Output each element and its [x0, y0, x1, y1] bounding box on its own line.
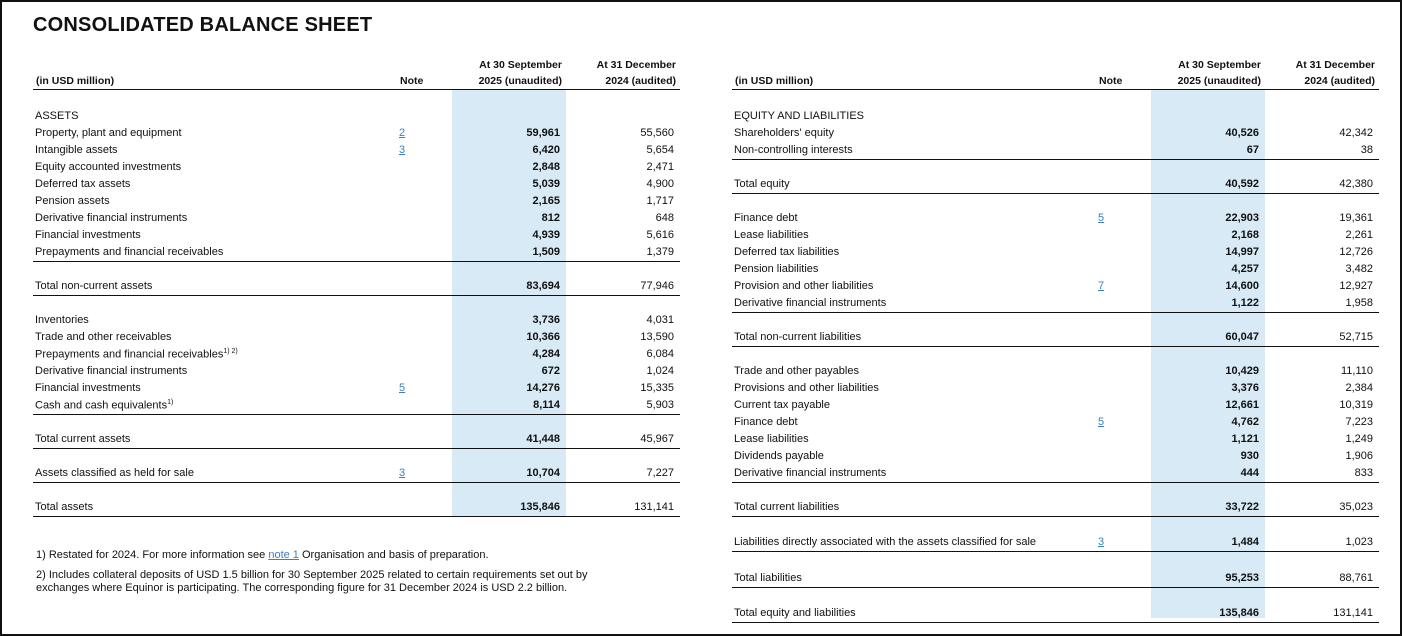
header-divider — [732, 89, 1379, 90]
table-row — [33, 227, 680, 244]
value-2025: 2,168 — [1231, 229, 1259, 241]
value-2024: 648 — [655, 212, 674, 224]
value-2024: 13,590 — [640, 331, 674, 343]
spacer-row — [33, 261, 680, 278]
row-label: Dividends payable — [734, 450, 824, 462]
value-2024: 5,654 — [646, 144, 674, 156]
table-row — [732, 397, 1379, 414]
table-row — [732, 142, 1379, 160]
value-2024: 55,560 — [640, 127, 674, 139]
row-label-wrap — [35, 348, 238, 361]
value-2024: 7,227 — [646, 467, 674, 479]
row-label: Pension assets — [35, 195, 110, 207]
table-row — [732, 227, 1379, 244]
table-row — [732, 414, 1379, 431]
value-2025: 930 — [1240, 450, 1259, 462]
row-label: Equity accounted investments — [35, 161, 182, 173]
row-label: Current tax payable — [734, 399, 830, 411]
value-2024: 15,335 — [640, 382, 674, 394]
value-2025: 5,039 — [532, 178, 560, 190]
value-2024: 88,761 — [1339, 572, 1373, 584]
value-2025: 8,114 — [533, 399, 560, 411]
row-label: Finance debt — [734, 416, 798, 428]
spacer-row — [33, 448, 680, 465]
value-2024: 42,380 — [1339, 178, 1373, 190]
table-row — [33, 125, 680, 142]
table-row — [33, 380, 680, 397]
row-label: Intangible assets — [35, 144, 118, 156]
value-2025: 2,165 — [532, 195, 560, 207]
table-row — [33, 193, 680, 210]
value-2025: 135,846 — [1219, 607, 1259, 619]
row-label: Total equity and liabilities — [734, 607, 856, 619]
table-row — [732, 448, 1379, 465]
value-2024: 4,900 — [646, 178, 674, 190]
value-2024: 1,379 — [646, 246, 674, 258]
value-2025: 12,661 — [1225, 399, 1259, 411]
row-label: Total equity — [734, 178, 790, 190]
value-2025: 95,253 — [1225, 572, 1259, 584]
row-label: Pension liabilities — [734, 263, 819, 275]
spacer-row — [33, 482, 680, 499]
row-label: Assets classified as held for sale — [35, 467, 194, 479]
col2-header-line2: 2024 (audited) — [1304, 75, 1375, 87]
note-link[interactable]: 2 — [399, 127, 406, 139]
value-2025: 14,276 — [526, 382, 560, 394]
value-2024: 1,249 — [1345, 433, 1373, 445]
spacer-row — [732, 517, 1379, 534]
table-row — [732, 210, 1379, 227]
section-heading-row — [732, 108, 1379, 125]
value-2025: 14,600 — [1225, 280, 1259, 292]
value-2025: 22,903 — [1225, 212, 1259, 224]
value-2025: 4,939 — [532, 229, 560, 241]
value-2024: 5,616 — [646, 229, 674, 241]
table-row — [732, 329, 1379, 347]
row-label: Trade and other payables — [734, 365, 859, 377]
value-2024: 1,024 — [646, 365, 674, 377]
table-row — [732, 244, 1379, 261]
row-label: Total non-current assets — [35, 280, 153, 292]
row-label: Deferred tax liabilities — [734, 246, 840, 258]
table-row — [33, 312, 680, 329]
table-row — [33, 176, 680, 193]
footnote-1-text-end: Organisation and basis of preparation. — [298, 549, 489, 561]
footnote-2-line2: exchanges where Equinor is participating. The corresponding figure for 31 December 2024 is USD 2.2 billion. — [36, 582, 568, 594]
table-row — [732, 534, 1379, 552]
row-label: Finance debt — [734, 212, 798, 224]
value-2024: 6,084 — [646, 348, 674, 360]
footnote-marker: 1) — [167, 399, 174, 406]
value-2024: 2,471 — [646, 161, 674, 173]
table-row — [732, 278, 1379, 295]
note-link[interactable]: 5 — [399, 382, 406, 394]
row-label: Shareholders' equity — [734, 127, 834, 139]
footnote-2 — [36, 569, 588, 595]
row-label: Trade and other receivables — [35, 331, 172, 343]
col1-header-line2: 2025 (unaudited) — [1177, 75, 1261, 87]
row-label: Inventories — [35, 314, 89, 326]
value-2024: 42,342 — [1339, 127, 1373, 139]
value-2025: 1,121 — [1231, 433, 1259, 445]
table-row — [33, 278, 680, 296]
value-2025: 40,592 — [1225, 178, 1259, 190]
unit-header: (in USD million) — [36, 75, 115, 87]
row-label: Derivative financial instruments — [35, 365, 188, 377]
col2-header-line1: At 31 December — [1295, 59, 1375, 71]
table-row — [732, 465, 1379, 483]
note-1-link[interactable]: note 1 — [268, 549, 299, 561]
table-row — [33, 210, 680, 227]
value-2025: 4,762 — [1231, 416, 1259, 428]
row-label: EQUITY AND LIABILITIES — [734, 110, 865, 122]
note-header: Note — [400, 75, 424, 87]
value-2025: 4,284 — [532, 348, 560, 360]
footnote-2-line1: 2) Includes collateral deposits of USD 1.5 billion for 30 September 2025 related to certain requirements set out by — [36, 569, 588, 581]
value-2024: 35,023 — [1339, 501, 1373, 513]
value-2025: 672 — [541, 365, 560, 377]
unit-header: (in USD million) — [735, 75, 814, 87]
value-2025: 6,420 — [532, 144, 560, 156]
value-2024: 38 — [1360, 144, 1373, 156]
footnote-marker: 1) 2) — [223, 348, 238, 355]
value-2024: 7,223 — [1345, 416, 1373, 428]
value-2025: 83,694 — [526, 280, 560, 292]
row-label: Prepayments and financial receivables — [35, 348, 224, 361]
row-label: Lease liabilities — [734, 229, 809, 241]
table-row — [732, 570, 1379, 588]
value-2024: 833 — [1354, 467, 1373, 479]
row-label: Derivative financial instruments — [734, 467, 887, 479]
row-label: Total assets — [35, 501, 94, 513]
value-2025: 33,722 — [1225, 501, 1259, 513]
table-row — [33, 363, 680, 380]
value-2025: 135,846 — [520, 501, 560, 513]
row-label: Prepayments and financial receivables — [35, 246, 224, 258]
table-row — [33, 431, 680, 449]
table-row — [33, 499, 680, 517]
table-row — [33, 142, 680, 159]
spacer-row — [732, 552, 1379, 569]
table-row — [732, 363, 1379, 380]
value-2025: 812 — [541, 212, 560, 224]
value-2024: 77,946 — [640, 280, 674, 292]
row-label: Financial investments — [35, 382, 141, 394]
footnote-1-text: 1) Restated for 2024. For more information see — [36, 549, 269, 561]
value-2024: 2,384 — [1345, 382, 1373, 394]
value-2024: 1,023 — [1345, 536, 1373, 548]
spacer-row — [732, 346, 1379, 363]
row-label: Derivative financial instruments — [35, 212, 188, 224]
value-2025: 10,429 — [1225, 365, 1259, 377]
value-2024: 12,927 — [1339, 280, 1373, 292]
value-2025: 60,047 — [1225, 331, 1259, 343]
value-2024: 131,141 — [1333, 607, 1373, 619]
value-2024: 2,261 — [1345, 229, 1373, 241]
value-2025: 444 — [1240, 467, 1259, 479]
table-row — [732, 380, 1379, 397]
value-2025: 1,509 — [532, 246, 560, 258]
row-label: Derivative financial instruments — [734, 297, 887, 309]
table-row — [732, 431, 1379, 448]
value-2024: 45,967 — [640, 433, 674, 445]
value-2025: 1,122 — [1231, 297, 1259, 309]
value-2025: 41,448 — [526, 433, 560, 445]
row-label: Total liabilities — [734, 572, 802, 584]
value-2025: 10,704 — [526, 467, 560, 479]
table-row — [33, 346, 680, 363]
col1-header-line1: At 30 September — [1178, 59, 1261, 71]
spacer-row — [732, 193, 1379, 210]
row-label: ASSETS — [35, 110, 79, 122]
row-label: Total current liabilities — [734, 501, 840, 513]
table-row — [33, 329, 680, 346]
footnote-1 — [36, 549, 489, 562]
spacer-row — [33, 295, 680, 312]
col1-header-line1: At 30 September — [479, 59, 562, 71]
row-label: Provision and other liabilities — [734, 280, 874, 292]
row-label: Lease liabilities — [734, 433, 809, 445]
table-row — [732, 176, 1379, 194]
spacer-row — [732, 587, 1379, 604]
spacer-row — [732, 482, 1379, 499]
section-heading-row — [33, 108, 680, 125]
note-header: Note — [1099, 75, 1123, 87]
table-row — [33, 465, 680, 483]
value-2025: 4,257 — [1231, 263, 1259, 275]
value-2024: 12,726 — [1339, 246, 1373, 258]
table-row — [732, 605, 1379, 623]
table-row — [732, 261, 1379, 278]
col1-header-line2: 2025 (unaudited) — [478, 75, 562, 87]
page-title: CONSOLIDATED BALANCE SHEET — [33, 14, 373, 36]
value-2024: 1,958 — [1345, 297, 1373, 309]
row-label: Deferred tax assets — [35, 178, 131, 190]
note-link[interactable]: 5 — [1098, 212, 1105, 224]
row-label: Cash and cash equivalents — [35, 399, 168, 412]
value-2024: 131,141 — [634, 501, 674, 513]
value-2024: 1,906 — [1345, 450, 1373, 462]
row-label-wrap — [35, 399, 173, 412]
row-label: Non-controlling interests — [734, 144, 853, 156]
value-2024: 10,319 — [1339, 399, 1373, 411]
value-2025: 10,366 — [526, 331, 560, 343]
table-row — [33, 159, 680, 176]
value-2025: 2,848 — [532, 161, 560, 173]
table-row — [732, 499, 1379, 517]
value-2025: 1,484 — [1231, 536, 1259, 548]
value-2024: 4,031 — [646, 314, 674, 326]
note-link[interactable]: 3 — [399, 467, 406, 479]
table-row — [732, 295, 1379, 313]
value-2025: 3,376 — [1231, 382, 1259, 394]
spacer-row — [33, 414, 680, 431]
value-2025: 40,526 — [1225, 127, 1259, 139]
spacer-row — [732, 159, 1379, 176]
row-label: Total non-current liabilities — [734, 331, 862, 343]
row-label: Total current assets — [35, 433, 131, 445]
row-label: Property, plant and equipment — [35, 127, 182, 139]
value-2025: 3,736 — [532, 314, 560, 326]
value-2025: 14,997 — [1225, 246, 1259, 258]
table-row — [33, 397, 680, 415]
value-2024: 19,361 — [1339, 212, 1373, 224]
value-2024: 52,715 — [1339, 331, 1373, 343]
note-link[interactable]: 3 — [1098, 536, 1105, 548]
spacer-row — [732, 312, 1379, 329]
value-2025: 67 — [1246, 144, 1259, 156]
col2-header-line1: At 31 December — [596, 59, 676, 71]
value-2024: 1,717 — [646, 195, 674, 207]
row-label: Financial investments — [35, 229, 141, 241]
note-link[interactable]: 7 — [1098, 280, 1105, 292]
table-row — [33, 244, 680, 262]
col2-header-line2: 2024 (audited) — [605, 75, 676, 87]
note-link[interactable]: 3 — [399, 144, 406, 156]
row-label: Provisions and other liabilities — [734, 382, 879, 394]
value-2025: 59,961 — [526, 127, 560, 139]
value-2024: 11,110 — [1340, 365, 1373, 377]
header-divider — [33, 89, 680, 90]
value-2024: 3,482 — [1345, 263, 1373, 275]
row-label: Liabilities directly associated with the assets classified for sale — [734, 536, 1037, 548]
table-row — [732, 125, 1379, 142]
note-link[interactable]: 5 — [1098, 416, 1105, 428]
value-2024: 5,903 — [646, 399, 674, 411]
